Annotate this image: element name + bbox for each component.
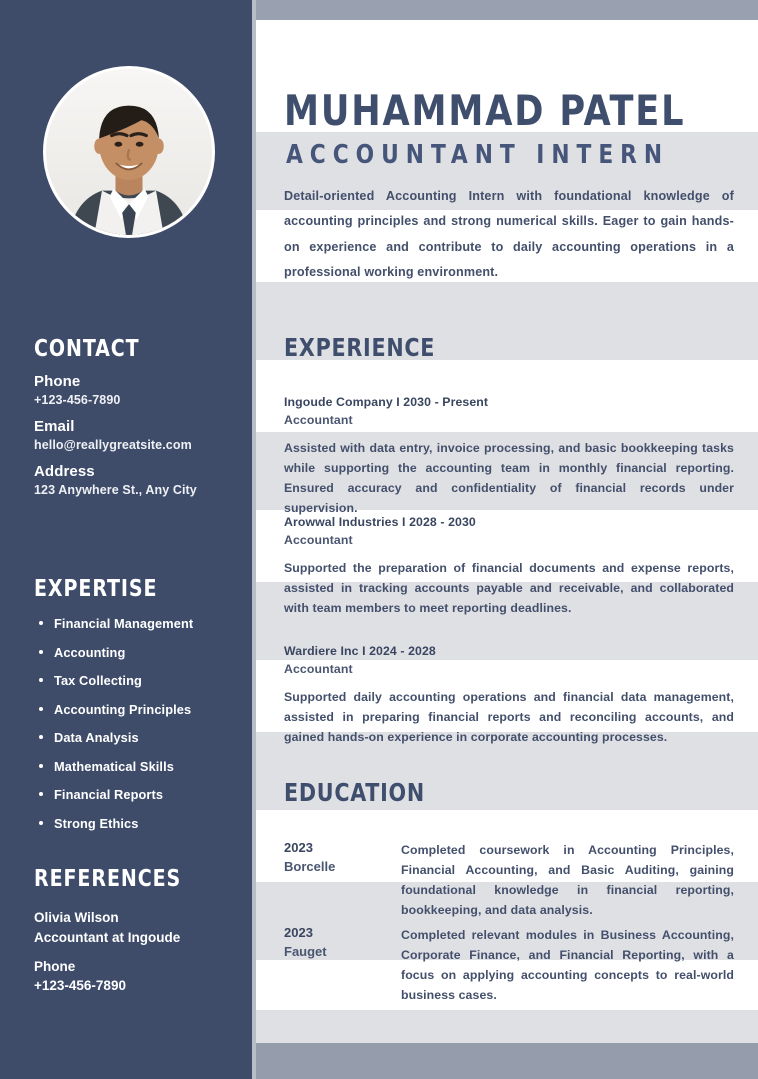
list-item: Accounting Principles xyxy=(34,702,234,717)
contact-item xyxy=(34,373,234,407)
experience-entry xyxy=(284,515,734,619)
list-item: Accounting xyxy=(34,645,234,660)
list-item: Strong Ethics xyxy=(34,816,234,831)
list-item: Financial Management xyxy=(34,616,234,631)
list-item: Mathematical Skills xyxy=(34,759,234,774)
education-school: Fauget xyxy=(284,944,327,959)
reference-phone-label: Phone xyxy=(34,959,76,974)
list-item: Tax Collecting xyxy=(34,673,234,688)
reference-phone-value: +123-456-7890 xyxy=(34,978,126,993)
education-school: Borcelle xyxy=(284,859,336,874)
experience-heading: EXPERIENCE xyxy=(284,333,436,362)
email-value[interactable]: hello@reallygreatsite.com xyxy=(34,438,192,452)
expertise-list xyxy=(34,616,234,831)
list-item: Financial Reports xyxy=(34,787,234,802)
phone-label: Phone xyxy=(34,373,81,390)
education-description: Completed relevant modules in Business Accounting, Corporate Finance, and Financial Reporting, with a focus on applying accounting concepts to real-world business cases. xyxy=(401,928,734,1003)
email-label: Email xyxy=(34,418,75,435)
contact-item xyxy=(34,463,234,497)
experience-entry xyxy=(284,644,734,748)
job-role: Accountant xyxy=(284,662,353,676)
address-label: Address xyxy=(34,463,95,480)
reference-name: Olivia Wilson xyxy=(34,910,119,925)
phone-value: +123-456-7890 xyxy=(34,393,121,407)
contact-section xyxy=(34,336,234,497)
job-role: Accountant xyxy=(284,413,353,427)
job-company-dates: Wardiere Inc I 2024 - 2028 xyxy=(284,644,436,658)
job-description: Supported the preparation of financial documents and expense reports, assisted in tracking accounts payable and receivable, and collaborated with team members to meet reporting deadlines. xyxy=(284,561,734,615)
reference-role: Accountant at Ingoude xyxy=(34,930,181,945)
education-year: 2023 xyxy=(284,840,313,855)
address-value: 123 Anywhere St., Any City xyxy=(34,483,197,497)
avatar xyxy=(43,66,215,238)
education-heading: EDUCATION xyxy=(284,778,425,807)
main-content xyxy=(256,0,758,1079)
profile-photo-illustration xyxy=(46,69,212,235)
references-heading: REFERENCES xyxy=(34,866,182,892)
list-item: Data Analysis xyxy=(34,730,234,745)
references-section xyxy=(34,866,234,993)
contact-item xyxy=(34,418,234,452)
education-description: Completed coursework in Accounting Principles, Financial Accounting, and Basic Auditing, gaining foundational knowledge in financial reporting, bookkeeping, and data analysis. xyxy=(401,843,734,918)
profile-summary: Detail-oriented Accounting Intern with foundational knowledge of accounting principles and strong numerical skills. Eager to gain hands-on experience and contribute to daily accounting operations in a professional working environment. xyxy=(284,189,734,280)
sidebar xyxy=(0,0,252,1079)
job-description: Supported daily accounting operations and financial data management, assisted in preparing financial reports and reconciling accounts, and gained hands-on experience in corporate accounting processes. xyxy=(284,690,734,744)
education-year: 2023 xyxy=(284,925,313,940)
expertise-section xyxy=(34,576,234,844)
job-company-dates: Arowwal Industries I 2028 - 2030 xyxy=(284,515,476,529)
contact-heading: CONTACT xyxy=(34,336,140,362)
expertise-heading: EXPERTISE xyxy=(34,576,158,602)
job-role: Accountant xyxy=(284,533,353,547)
education-entry xyxy=(284,840,734,930)
job-company-dates: Ingoude Company I 2030 - Present xyxy=(284,395,489,409)
education-entry xyxy=(284,925,734,1015)
job-title-subheading: ACCOUNTANT INTERN xyxy=(286,140,670,170)
experience-entry xyxy=(284,395,734,519)
job-description: Assisted with data entry, invoice processing, and basic bookkeeping tasks while supporting the accounting team in monthly financial reporting. Ensured accuracy and confidentiality of financial records under supervision. xyxy=(284,441,734,515)
page-title: MUHAMMAD PATEL xyxy=(284,86,686,135)
